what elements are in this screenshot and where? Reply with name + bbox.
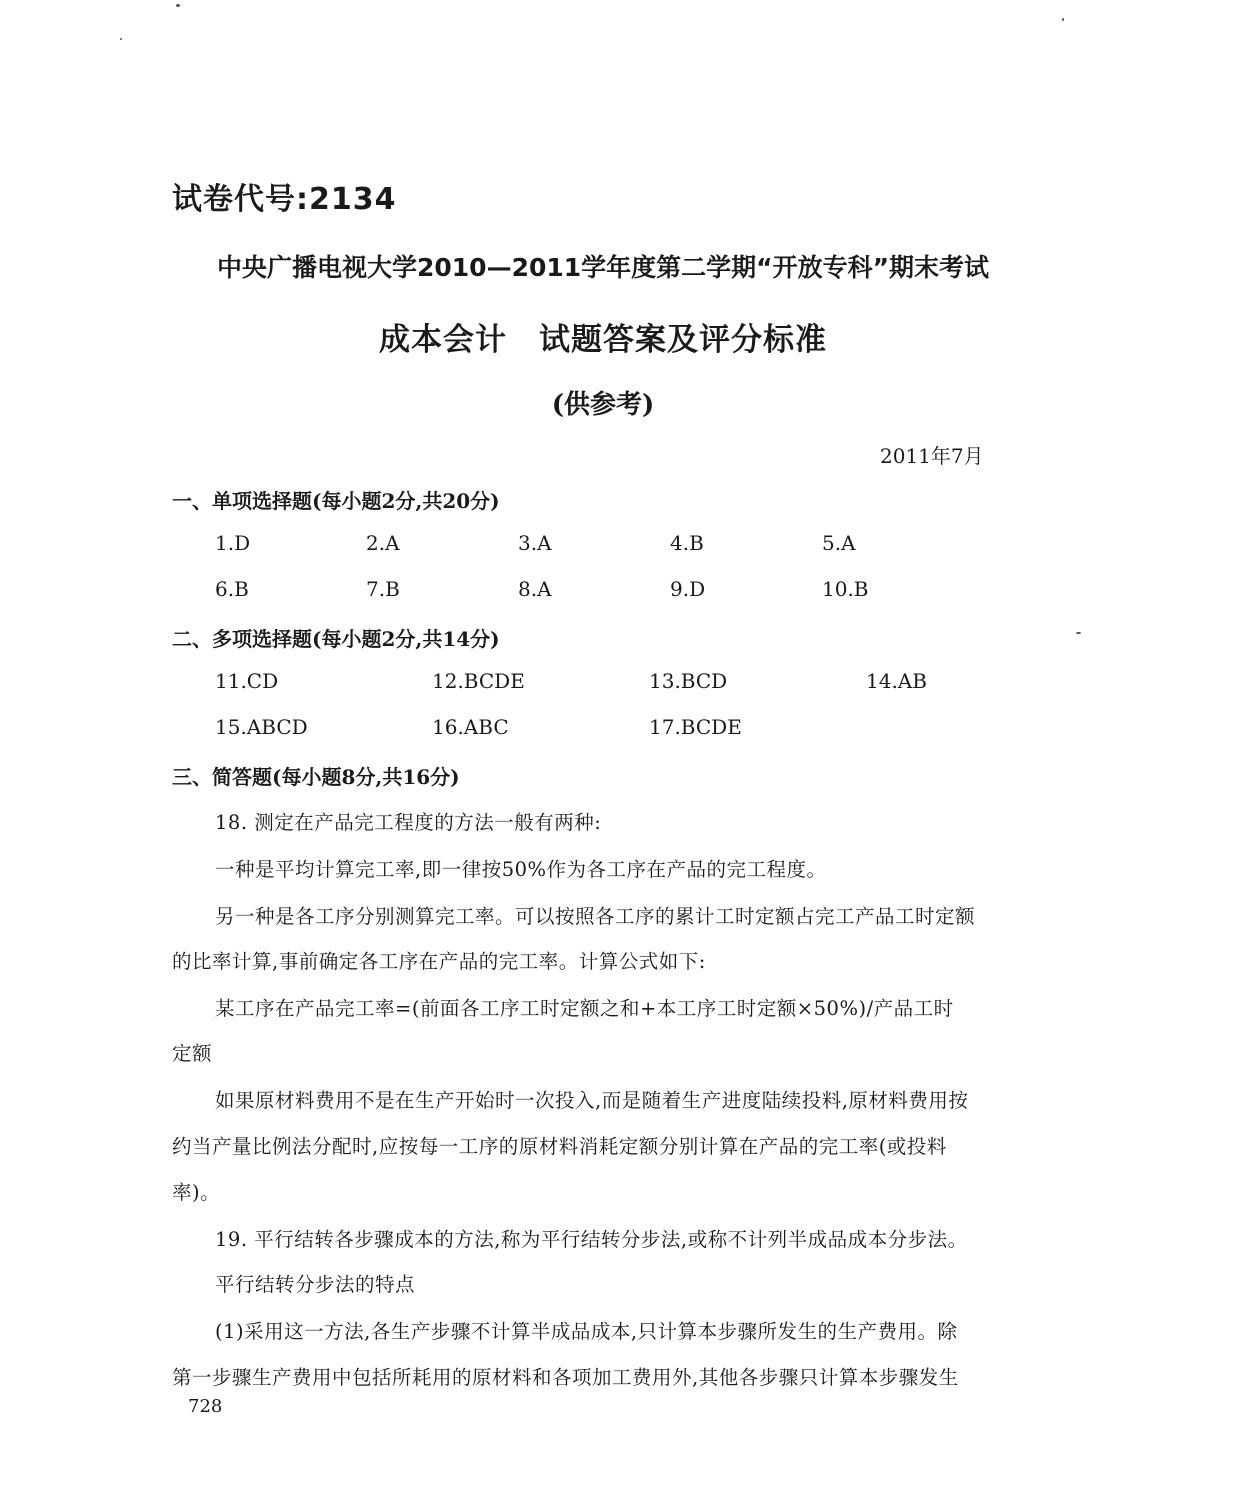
- answer-paragraph-line: 19. 平行结转各步骤成本的方法,称为平行结转分步法,或称不计列半成品成本分步法。: [215, 1228, 968, 1251]
- answer-item: 5.A: [822, 531, 856, 555]
- answer-item: 15.ABCD: [215, 715, 308, 739]
- answer-item: 11.CD: [215, 669, 279, 693]
- answer-item: 14.AB: [866, 669, 927, 693]
- answer-paragraph-line: 18. 测定在产品完工程度的方法一般有两种:: [215, 811, 602, 834]
- exam-date: 2011年7月: [880, 444, 984, 468]
- answer-item: 16.ABC: [432, 715, 509, 739]
- answer-item: 6.B: [215, 577, 249, 601]
- answer-item: 17.BCDE: [649, 715, 742, 739]
- answer-item: 4.B: [670, 531, 704, 555]
- section3-heading: 三、简答题(每小题8分,共16分): [172, 765, 460, 789]
- section2-heading: 二、多项选择题(每小题2分,共14分): [172, 627, 500, 651]
- answer-paragraph-line: 某工序在产品完工率=(前面各工序工时定额之和+本工序工时定额×50%)/产品工时: [215, 997, 954, 1020]
- answer-paragraph-line: 率)。: [172, 1181, 221, 1204]
- answer-item: 7.B: [366, 577, 400, 601]
- answer-paragraph-line: 第一步骤生产费用中包括所耗用的原材料和各项加工费用外,其他各步骤只计算本步骤发生: [172, 1366, 959, 1389]
- answer-item: 9.D: [670, 577, 706, 601]
- answer-paragraph-line: 平行结转分步法的特点: [215, 1273, 416, 1296]
- exam-title: 中央广播电视大学2010—2011学年度第二学期“开放专科”期末考试: [216, 253, 990, 282]
- answer-paragraph-line: 如果原材料费用不是在生产开始时一次投入,而是随着生产进度陆续投料,原材料费用按: [215, 1089, 969, 1112]
- paper-code: 试卷代号:2134: [172, 182, 397, 217]
- scan-speck: [1062, 18, 1064, 21]
- answer-item: 2.A: [366, 531, 400, 555]
- answer-paragraph-line: 另一种是各工序分别测算完工率。可以按照各工序的累计工时定额占完工产品工时定额: [215, 905, 976, 928]
- scan-speck: [1076, 632, 1081, 634]
- answer-item: 13.BCD: [649, 669, 728, 693]
- scan-speck: [120, 38, 122, 40]
- answer-item: 12.BCDE: [432, 669, 525, 693]
- answer-item: 1.D: [215, 531, 251, 555]
- answer-item: 3.A: [518, 531, 552, 555]
- subject-title: 成本会计 试题答案及评分标准: [379, 322, 827, 358]
- answer-paragraph-line: 一种是平均计算完工率,即一律按50%作为各工序在产品的完工程度。: [215, 858, 827, 881]
- answer-paragraph-line: 的比率计算,事前确定各工序在产品的完工率。计算公式如下:: [172, 950, 706, 973]
- answer-paragraph-line: 定额: [172, 1042, 213, 1065]
- answer-paragraph-line: (1)采用这一方法,各生产步骤不计算半成品成本,只计算本步骤所发生的生产费用。除: [215, 1320, 958, 1343]
- answer-paragraph-line: 约当产量比例法分配时,应按每一工序的原材料消耗定额分别计算在产品的完工率(或投料: [172, 1135, 947, 1158]
- for-reference: (供参考): [551, 390, 655, 420]
- page-number: 728: [188, 1396, 223, 1417]
- answer-item: 10.B: [822, 577, 869, 601]
- section1-heading: 一、单项选择题(每小题2分,共20分): [172, 489, 500, 513]
- answer-item: 8.A: [518, 577, 552, 601]
- scan-speck: [176, 4, 180, 7]
